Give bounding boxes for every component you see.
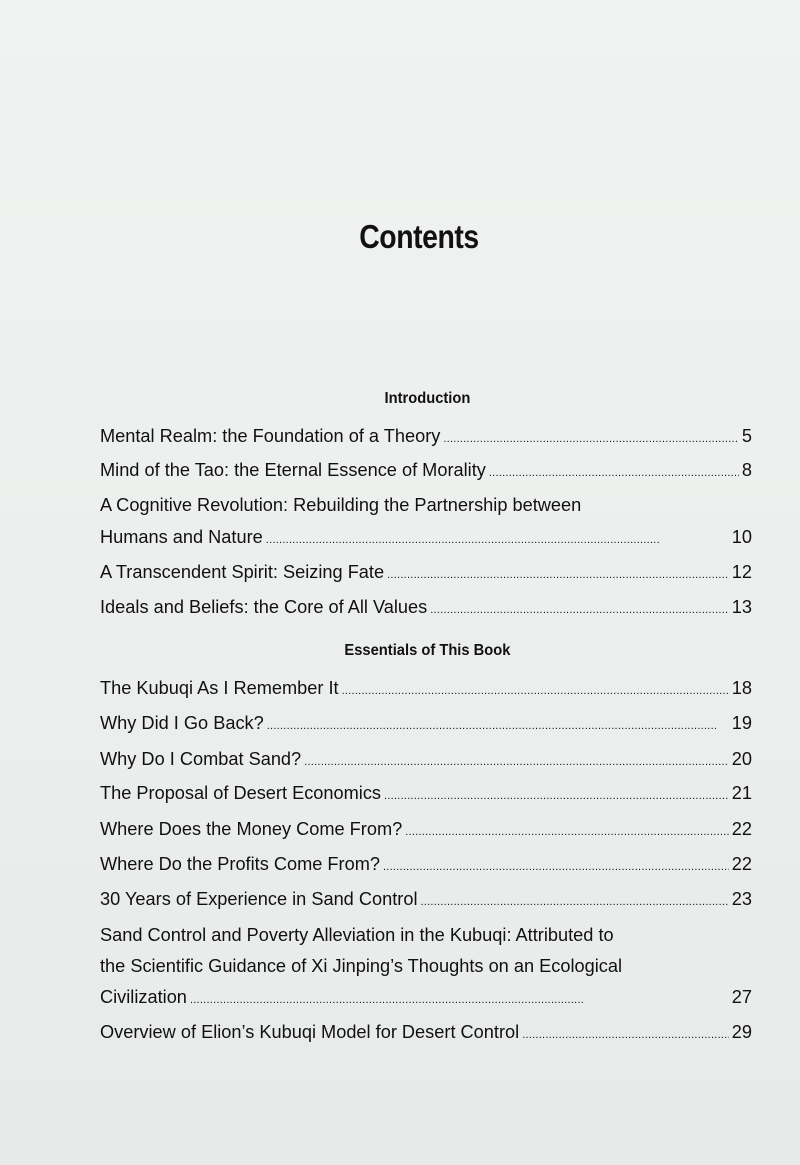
dot-leader — [420, 884, 728, 917]
toc-entry-page: 23 — [731, 889, 752, 909]
toc-entry — [100, 421, 752, 454]
toc-entry-title-line: the Scientific Guidance of Xi Jinping’s Thoughts on an Ecological — [100, 956, 623, 976]
toc-entry-title-line: Civilization — [100, 987, 187, 1007]
dot-leader — [342, 673, 729, 706]
toc-entry — [100, 455, 752, 488]
dot-leader — [267, 708, 729, 741]
toc-entry-title: A Transcendent Spirit: Seizing Fate — [100, 562, 385, 582]
toc-entry-title: Why Did I Go Back? — [100, 713, 264, 733]
toc-entry-title-line: A Cognitive Revolution: Rebuilding the Partnership between — [100, 495, 582, 515]
toc-entry — [100, 849, 752, 882]
toc-entry-page: 20 — [731, 749, 752, 769]
toc-entry — [100, 490, 752, 555]
toc-entry — [100, 673, 752, 706]
dot-leader — [489, 455, 739, 488]
dot-leader — [522, 1017, 729, 1050]
toc-entry-page: 29 — [731, 1022, 752, 1042]
dot-leader — [387, 557, 729, 590]
toc-entry-title: Ideals and Beliefs: the Core of All Values — [100, 597, 428, 617]
toc-entry-title: The Proposal of Desert Economics — [100, 783, 382, 803]
toc-entry-title: Where Do the Profits Come From? — [100, 854, 380, 874]
toc-entry-page: 18 — [731, 678, 752, 698]
dot-leader — [384, 778, 729, 811]
toc-entry-title: The Kubuqi As I Remember It — [100, 678, 339, 698]
toc-entry-page: 19 — [731, 713, 752, 733]
toc-entry — [100, 778, 752, 811]
section-heading-introduction: Introduction — [384, 390, 471, 407]
toc-entry — [100, 920, 752, 1016]
toc-entry-title: Overview of Elion’s Kubuqi Model for Desert Control — [100, 1022, 520, 1042]
toc-entry — [100, 592, 752, 625]
toc-entry-title: Mind of the Tao: the Eternal Essence of Morality — [100, 460, 486, 480]
toc-entry-title: Where Does the Money Come From? — [100, 819, 403, 839]
dot-leader — [430, 592, 729, 625]
toc-entry-title: Mental Realm: the Foundation of a Theory — [100, 426, 441, 446]
toc-entry — [100, 1017, 752, 1050]
toc-entry-page: 10 — [731, 527, 752, 547]
toc-entry — [100, 744, 752, 777]
toc-entry — [100, 708, 752, 741]
toc-entry-title-line: Sand Control and Poverty Alleviation in the Kubuqi: Attributed to — [100, 925, 614, 945]
toc-entry-title: Why Do I Combat Sand? — [100, 749, 302, 769]
toc-entry-page: 22 — [731, 854, 752, 874]
page-title: Contents — [359, 218, 479, 255]
toc-entry-page: 8 — [741, 460, 752, 480]
toc-entry-title: 30 Years of Experience in Sand Control — [100, 889, 418, 909]
dot-leader — [405, 814, 729, 847]
dot-leader — [383, 849, 729, 882]
dot-leader — [443, 421, 739, 454]
toc-entry — [100, 814, 752, 847]
dot-leader — [304, 744, 729, 777]
section-heading-essentials: Essentials of This Book — [344, 642, 511, 659]
toc-entry — [100, 884, 752, 917]
toc-entry-page: 22 — [731, 819, 752, 839]
toc-entry-page: 5 — [741, 426, 752, 446]
toc-entry-page: 27 — [731, 987, 752, 1007]
toc-entry-page: 12 — [731, 562, 752, 582]
toc-entry — [100, 557, 752, 590]
dot-leader — [266, 522, 729, 555]
toc-entry-page: 13 — [731, 597, 752, 617]
dot-leader — [190, 982, 729, 1016]
toc-entry-page: 21 — [731, 783, 752, 803]
toc-entry-title-line: Humans and Nature — [100, 527, 263, 547]
